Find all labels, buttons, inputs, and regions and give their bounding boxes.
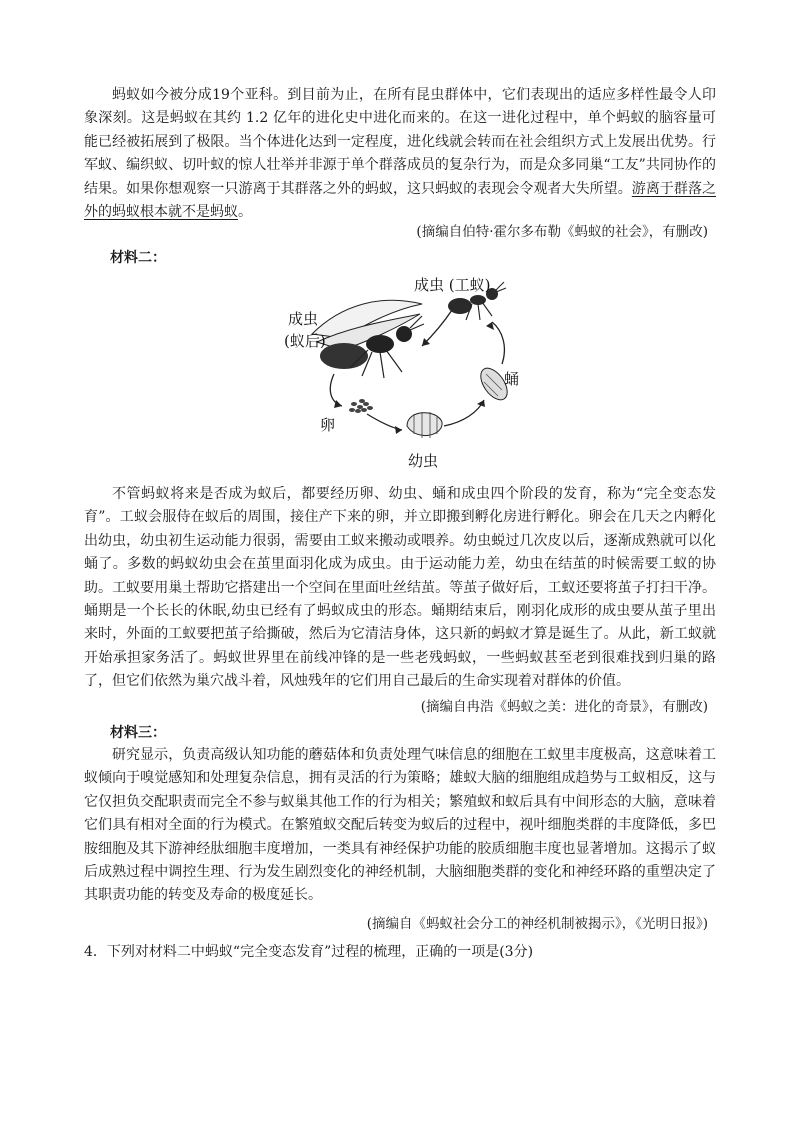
paragraph-text: 蚂蚁如今被分成19个亚科。到目前为止，在所有昆虫群体中，它们表现出的适应多样性最令人印象深刻。这是蚂蚁在其约 1.2 亿年的进化史中进化而来的。在这一进化过程中，单个蚂蚁的脑容量可能已经被拓展到了极限。当个体进化达到一定程度，进化线就会转而在社会组织方式上发展出优势。行军蚁、编织蚁、切叶蚁的惊人壮举并非源于单个群落成员的复杂行为，而是众多同巢“工友”共同协作的结果。如果你想观察一只游离于其群落之外的蚂蚁，这只蚂蚁的表现会令观者大失所望。 xyxy=(84,87,716,197)
material-two-paragraph: 不管蚂蚁将来是否成为蚁后，都要经历卵、幼虫、蛹和成虫四个阶段的发育，称为“完全变态发育”。工蚁会服侍在蚁后的周围，接住产下来的卵，并立即搬到孵化房进行孵化。卵会在几天之内孵化出幼虫，幼虫初生运动能力很弱，需要由工蚁来搬动或喂养。幼虫蜕过几次皮以后，逐渐成熟就可以化蛹了。多数的蚂蚁幼虫会在茧里面羽化成为成虫。由于运动能力差，幼虫在结茧的时候需要工蚁的协助。工蚁要用巢土帮助它搭建出一个空间在里面吐丝结茧。等茧子做好后，工蚁还要将茧子打扫干净。蛹期是一个长长的休眠,幼虫已经有了蚂蚁成虫的形态。蛹期结束后，刚羽化成形的成虫要从茧子里出来时，外面的工蚁要把茧子给撕破，然后为它清洁身体，这只新的蚂蚁才算是诞生了。从此，新工蚁就开始承担家务活了。蚂蚁世界里在前线冲锋的是一些老残蚂蚁，一些蚂蚁甚至老到很难找到归巢的路了，但它们依然为巢穴战斗着，风烛残年的它们用自己最后的生命实现着对群体的价值。 xyxy=(84,486,716,690)
material-three-heading: 材料三： xyxy=(110,725,166,741)
paragraph-end: 。 xyxy=(238,204,252,221)
source-citation-one: (摘编自伯特·霍尔多布勒《蚂蚁的社会》，有删改) xyxy=(416,224,708,240)
queen-sublabel: (蚁后) xyxy=(284,332,326,350)
underlined-sentence: 游离于群落之外的蚂蚁根本就不是蚂蚁 xyxy=(84,180,717,221)
source-citation-three: (摘编自《蚂蚁社会分工的神经机制被揭示》，《光明日报》) xyxy=(366,916,708,932)
queen-ant-icon xyxy=(312,300,424,378)
material-three-paragraph: 研究显示，负责高级认知功能的蘑菇体和负责处理气味信息的细胞在工蚁里丰度极高，这意味着工蚁倾向于嗅觉感知和处理复杂信息，拥有灵活的行为策略；雄蚁大脑的细胞组成趋势与工蚁相反，这与它仅担负交配职责而完全不参与蚁巢其他工作的行为相关；繁殖蚁和蚁后具有中间形态的大脑，意味着它们具有相对全面的行为模式。在繁殖蚁交配后转变为蚁后的过程中，视叶细胞类群的丰度降低，多巴胺细胞及其下游神经肽细胞丰度增加，一类具有神经保护功能的胶质细胞丰度也显著增加。这揭示了蚁后成熟过程中调控生理、行为发生剧烈变化的神经机制，大脑细胞类群的变化和神经环路的重塑决定了其职责功能的转变及寿命的极度延长。 xyxy=(84,747,716,904)
arrow-pupa-to-worker xyxy=(492,322,504,364)
egg-label: 卵 xyxy=(320,416,336,434)
lifecycle-illustration xyxy=(272,264,534,476)
material-two-heading: 材料二： xyxy=(110,250,166,266)
egg-cluster-icon xyxy=(349,399,373,413)
worker-label: 成虫 (工蚁) xyxy=(414,276,491,294)
queen-label: 成虫 xyxy=(288,310,319,328)
source-citation-two: (摘编自冉浩《蚂蚁之美：进化的奇景》，有删改) xyxy=(420,699,708,715)
ant-lifecycle-figure xyxy=(272,264,534,476)
larva-label: 幼虫 xyxy=(408,452,439,470)
material-one-paragraph xyxy=(84,84,716,224)
larva-icon xyxy=(407,412,442,438)
question-four: 4．下列对材料二中蚂蚁“完全变态发育”过程的梳理，正确的一项是(3分) xyxy=(84,944,534,960)
pupa-label: 蛹 xyxy=(504,370,520,388)
